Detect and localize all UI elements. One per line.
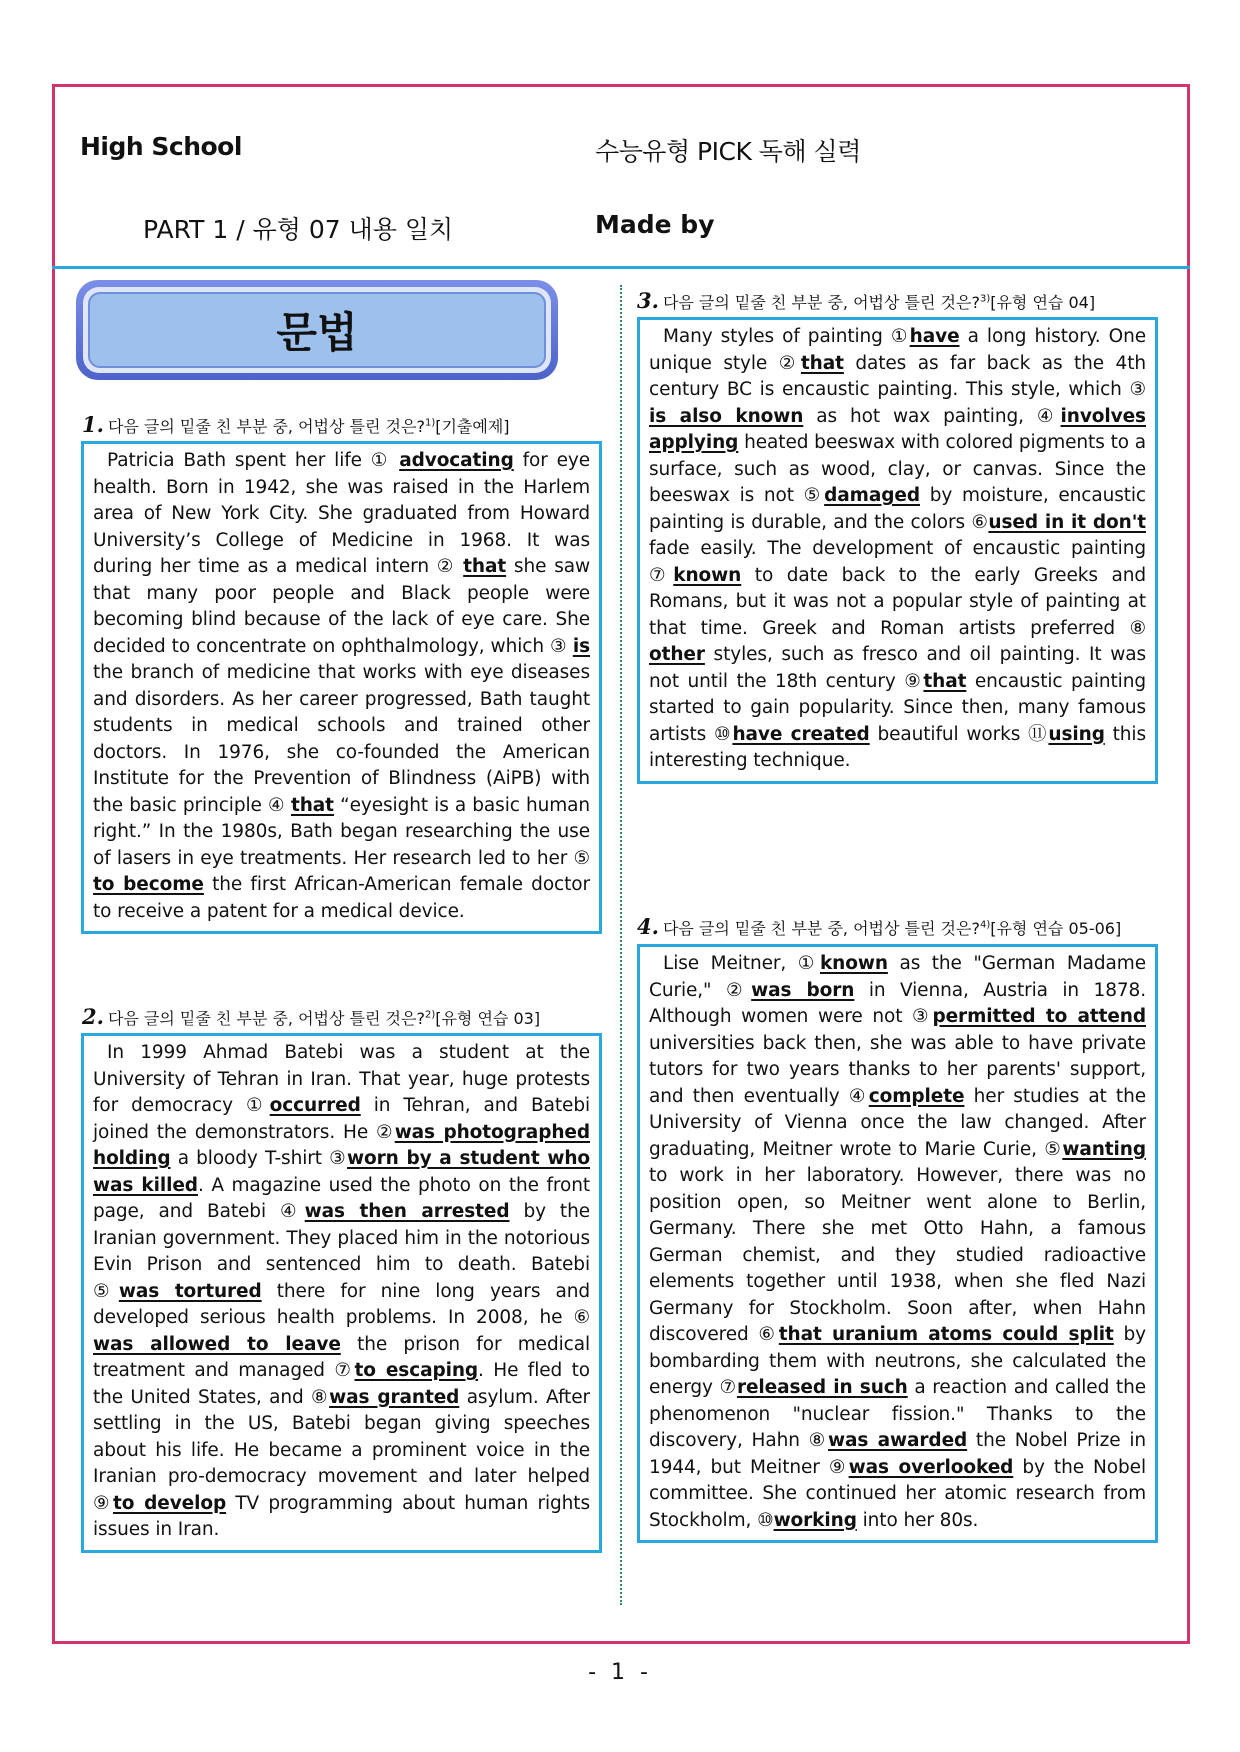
underlined-choice: was allowed to leave <box>93 1333 341 1355</box>
question-2-passage: In 1999 Ahmad Batebi was a student at the University of Tehran in Iran. That year, huge protests for democracy ①occurred in Tehran, and Batebi joined the demonstrators. He ②was photographed holding a bloody T-shirt ③worn by a student who was killed. A magazine used the photo on the front page, and Batebi ④was then arrested by the Iranian government. They placed him in the notorious Evin Prison and sentenced him to death. Batebi ⑤was tortured there for nine long years and developed serious health problems. In 2008, he ⑥ was allowed to leave the prison for medical treatment and managed ⑦to escaping. He fled to the United States, and ⑧was granted asylum. After settling in the US, Batebi began giving speeches about his life. He became a prominent voice in the Iranian pro-democracy movement and later helped ⑨to develop TV programming about human rights issues in Iran. <box>81 1033 602 1553</box>
underlined-choice: is <box>572 635 590 657</box>
footnote-ref: 3) <box>979 293 991 305</box>
underlined-choice: advocating <box>399 450 514 471</box>
underlined-choice: complete <box>868 1085 965 1107</box>
question-prompt: 다음 글의 밑줄 친 부분 중, 어법상 틀린 것은? <box>662 919 980 938</box>
underlined-choice: to become <box>93 874 204 895</box>
question-1-passage: Patricia Bath spent her life ① advocating for eye health. Born in 1942, she was raised in the Harlem area of New York City. She graduated from Howard University’s College of Medicine in 1968. It was during her time as a medical intern ② that she saw that many poor people and Black people were becoming blind because of the lack of eye care. She decided to concentrate on ophthalmology, which ③ is the branch of medicine that works with eye diseases and disorders. As her career progressed, Bath taught students in medical schools and trained other doctors. In 1976, she co-founded the American Institute for the Prevention of Blindness (AiPB) with the basic principle ④ that “eyesight is a basic human right.” In the 1980s, Bath began researching the use of lasers in eye treatments. Her research led to her ⑤ to become the first African-American female doctor to receive a patent for a medical device. <box>81 441 602 934</box>
underlined-choice: that uranium atoms could split <box>778 1324 1114 1345</box>
underlined-choice: wanting <box>1062 1138 1146 1160</box>
section-badge-label: 문법 <box>88 292 546 368</box>
underlined-choice: that <box>800 352 844 374</box>
underlined-choice: was awarded <box>828 1430 968 1451</box>
underlined-choice: permitted to attend <box>932 1006 1146 1027</box>
page-number: - 1 - <box>588 1660 652 1685</box>
underlined-choice: was granted <box>329 1386 460 1408</box>
school-label: High School <box>80 132 242 161</box>
footnote-ref: 4) <box>979 919 991 931</box>
question-number: 1. <box>82 412 104 437</box>
column-divider <box>620 285 622 1605</box>
underlined-choice: known <box>673 564 742 586</box>
underlined-choice: that <box>923 670 967 692</box>
question-3-passage: Many styles of painting ①have a long history. One unique style ②that dates as far back as the 4th century BC is encaustic painting. This style, which ③ is also known as hot wax painting, ④involves applying heated beeswax with colored pigments to a surface, such as wood, clay, or canvas. Since the beeswax is not ⑤damaged by moisture, encaustic painting is durable, and the colors ⑥used in it don't fade easily. The development of encaustic painting ⑦known to date back to the early Greeks and Romans, but it was not a popular style of painting at that time. Greek and Roman artists preferred ⑧ other styles, such as fresco and oil painting. It was not until the 18th century ⑨that encaustic painting started to gain popularity. Since then, many famous artists ⑩have created beautiful works ⑪using this interesting technique. <box>637 317 1158 784</box>
underlined-choice: is also known <box>649 405 804 427</box>
question-source: [유형 연습 04] <box>990 293 1096 312</box>
underlined-choice: working <box>773 1509 857 1531</box>
part-label: PART 1 / 유형 07 내용 일치 <box>143 215 454 244</box>
question-source: [기출예제] <box>435 417 510 436</box>
question-number: 3. <box>637 288 659 313</box>
question-prompt: 다음 글의 밑줄 친 부분 중, 어법상 틀린 것은? <box>107 417 425 436</box>
underlined-choice: have created <box>732 723 870 745</box>
underlined-choice: using <box>1048 723 1105 745</box>
underlined-choice: involves applying <box>649 405 1146 453</box>
footnote-ref: 1) <box>424 417 436 429</box>
question-3-heading <box>637 288 1095 313</box>
question-number: 2. <box>82 1004 104 1029</box>
underlined-choice: was born <box>751 979 855 1001</box>
underlined-choice: was tortured <box>118 1280 262 1302</box>
underlined-choice: was overlooked <box>848 1456 1014 1478</box>
book-title: 수능유형 PICK 독해 실력 <box>595 137 861 166</box>
question-1-heading <box>82 412 510 437</box>
underlined-choice: was photographed holding <box>93 1121 590 1169</box>
footnote-ref: 2) <box>424 1009 436 1021</box>
question-4-passage: Lise Meitner, ①known as the "German Madame Curie," ②was born in Vienna, Austria in 1878. Although women were not ③permitted to attend universities back then, she was able to have private tutors for two years thanks to her parents' support, and then eventually ④complete her studies at the University of Vienna once the law changed. After graduating, Meitner wrote to Marie Curie, ⑤wanting to work in her laboratory. However, there was no position open, so Meitner went alone to Berlin, Germany. There she met Otto Hahn, a famous German chemist, and they studied radioactive elements together until 1938, when she fled Nazi Germany for Stockholm. Soon after, when Hahn discovered ⑥that uranium atoms could split by bombarding them with neutrons, she calculated the energy ⑦released in such a reaction and called the phenomenon "nuclear fission." Thanks to the discovery, Hahn ⑧was awarded the Nobel Prize in 1944, but Meitner ⑨was overlooked by the Nobel committee. She continued her atomic research from Stockholm, ⑩working into her 80s. <box>637 944 1158 1543</box>
underlined-choice: that <box>463 556 507 577</box>
question-source: [유형 연습 05-06] <box>990 919 1122 938</box>
underlined-choice: other <box>649 644 705 665</box>
underlined-choice: known <box>819 953 888 974</box>
underlined-choice: released in such <box>736 1377 908 1398</box>
underlined-choice: was then arrested <box>304 1201 510 1222</box>
underlined-choice: occurred <box>269 1095 361 1116</box>
underlined-choice: to develop <box>112 1492 227 1514</box>
underlined-choice: damaged <box>824 485 920 506</box>
underlined-choice: have <box>909 326 960 347</box>
question-4-heading <box>637 914 1121 939</box>
question-prompt: 다음 글의 밑줄 친 부분 중, 어법상 틀린 것은? <box>662 293 980 312</box>
underlined-choice: used in it don't <box>988 511 1147 533</box>
underlined-choice: worn by a student who was killed <box>93 1148 590 1196</box>
question-source: [유형 연습 03] <box>435 1009 541 1028</box>
question-2-heading <box>82 1004 540 1029</box>
question-number: 4. <box>637 914 659 939</box>
made-by-label: Made by <box>595 210 715 239</box>
underlined-choice: that <box>290 794 334 816</box>
section-badge <box>76 280 558 380</box>
underlined-choice: to escaping <box>354 1360 479 1381</box>
header-divider <box>52 266 1190 269</box>
question-prompt: 다음 글의 밑줄 친 부분 중, 어법상 틀린 것은? <box>107 1009 425 1028</box>
